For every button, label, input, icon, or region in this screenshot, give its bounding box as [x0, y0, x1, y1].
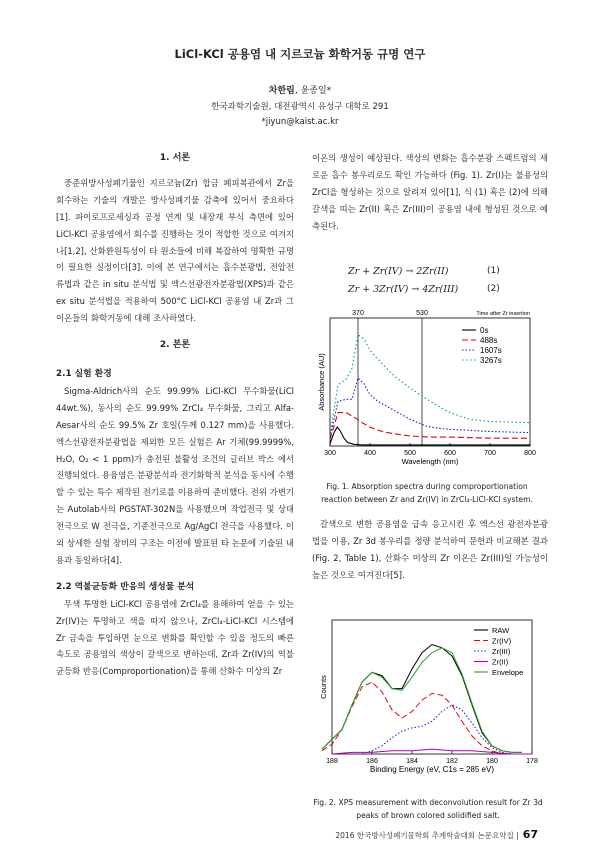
series-line-0s: [330, 427, 530, 445]
x-tick-label: 178: [526, 758, 538, 765]
series-line-488s: [330, 413, 530, 440]
figure-2-xps-chart: [312, 614, 544, 790]
right-mid-paragraph: 갈색으로 변한 공용염을 급속 응고시킨 후 엑스선 광전자분광법을 이용, Zr 3d 봉우리를 정량 분석하여 문헌과 비교해본 결과(Fig. 2, Table 1), 산화수 미상의 Zr 이온은 Zr(III)일 가능성이 높은 것으로 여겨진다[5].: [312, 519, 548, 580]
series-line-zr-ii-: [332, 749, 532, 754]
y-axis-label: Counts: [319, 675, 328, 699]
series-line-zr-iii-: [362, 705, 512, 754]
series-line-zr-iv-: [322, 682, 502, 754]
x-tick-label: 184: [406, 758, 418, 765]
x-tick-label: 182: [446, 758, 458, 765]
authors: [0, 83, 600, 96]
right-top-paragraph: 이온의 생성이 예상된다. 색상의 변화는 흡수분광 스펙트럼의 새로운 흡수 봉우리로도 확인 가능하다 (Fig. 1). Zr(I)는 불용성의 ZrCl을 형성하는 것으로 알려져 있어[1], 식 (1) 혹은 (2)에 의해 갈색을 띠는 Zr(II) 혹은 Zr(III)이 공용염 내에 형성된 것으로 예측된다.: [312, 153, 548, 231]
legend-label: 488s: [480, 336, 498, 345]
figure-1-absorption-chart: [312, 306, 544, 474]
legend-label: Envelope: [492, 668, 524, 677]
legend-label: Zr(IV): [492, 636, 512, 646]
figure-2-caption: Fig. 2. XPS measurement with deconvolution result for Zr 3d peaks of brown colored solidified salt.: [313, 798, 543, 820]
equation-2: Zr + 3Zr(IV) → 4Zr(III): [348, 284, 459, 295]
email: *jiyun@kaist.ac.kr: [261, 117, 339, 127]
x-tick-label: 800: [524, 450, 536, 457]
footer-text: 2016 한국방사성폐기물학회 추계학술대회 논문요약집: [335, 831, 514, 840]
paper-title: LiCl-KCl 공용염 내 지르코늄 화학거동 규명 연구: [174, 47, 426, 61]
x-tick-label: 500: [404, 450, 416, 457]
marker-label: 370: [352, 310, 364, 317]
co-author: , 윤종일*: [294, 86, 332, 96]
x-tick-label: 186: [366, 758, 378, 765]
affiliation: 한국과학기술원, 대전광역시 유성구 대학로 291: [211, 102, 389, 112]
equation-2-number: (2): [487, 284, 500, 294]
body-heading: 2. 본론: [159, 340, 191, 351]
page-footer: 2016 한국방사성폐기물학회 추계학술대회 논문요약집 | 67: [335, 828, 538, 841]
legend-label: Zr(II): [492, 657, 509, 667]
left-column: [56, 150, 294, 680]
intro-paragraph: 중준위방사성폐기물인 지르코늄(Zr) 합금 폐피복관에서 Zr을 회수하는 기술의 개발은 방사성폐기물 감축에 있어서 중요하다[1]. 파이로프로세싱과 공정 연계 및 내장재 부식 측면에 있어 LiCl-KCl 공용염에서 회수를 진행하는 것이 적합한 것으로 여겨지나[1,2], 산화환원특성이 타 원소들에 비해 복잡하여 명확한 규명이 필요한 실정이다[3]. 이에 본 연구에서는 흡수분광법, 전압전류법과 같은 in situ 분석법 및 엑스선광전자분광법(XPS)과 같은 ex situ 분석법을 적용하여 500°C LiCl-KCl 공용염 내 Zr과 그 이온들의 화학거동에 대해 조사하였다.: [56, 177, 294, 324]
time-annotation: Time after Zr insertion: [476, 311, 530, 317]
x-tick-label: 400: [364, 450, 376, 457]
exp-heading: 2.1 실험 환경: [56, 368, 112, 379]
x-tick-label: 188: [326, 758, 338, 765]
legend-label: 3267s: [480, 356, 502, 365]
legend-label: Zr(III): [492, 647, 511, 656]
right-mid-text: [312, 516, 548, 584]
page-number: 67: [522, 828, 538, 841]
right-top-text: [312, 150, 548, 235]
y-axis-label: Absorbance (AU): [317, 353, 326, 411]
x-tick-label: 600: [444, 450, 456, 457]
equation-1-number: (1): [487, 266, 500, 276]
comp-heading: 2.2 역불균등화 반응의 생성물 분석: [56, 581, 195, 592]
legend-label: RAW: [492, 626, 510, 635]
intro-heading: 1. 서론: [159, 153, 191, 163]
marker-label: 530: [416, 310, 428, 317]
exp-paragraph: Sigma-Aldrich사의 순도 99.99% LiCl-KCl 무수화물(LiCl 44wt.%), 동사의 순도 99.99% ZrCl₄ 무수화물, 그리고 Alfa-Aesar사의 순도 99.5% Zr 호일(두께 0.127 mm)을 사용했다. 엑스선광전자분광법을 제외한 모든 실험은 Ar 기체(99.9999%, H₂O, O₂ < 1 ppm)가 충전된 불활성 조건의 글러브 박스 에서 진행되었다. 용융염은 분광분석과 전기화학적 분석을 동시에 수행할 수 있는 특수 제작된 전기로를 이용하여 준비했다. 전위 가변기는 Autolab사의 PGSTAT-302N을 사용했으며 작업전극 및 상대전극으로 W 전극을, 기준전극으로 Ag/AgCl 전극을 사용했다. 이외 상세한 실험 장비의 구조는 이전에 발표된 타 논문에 기술된 내용과 동일하다[4].: [56, 385, 294, 565]
x-axis-label: Wavelength (nm): [401, 457, 459, 466]
figure-1-caption: Fig. 1. Absorption spectra during comproportionation reaction between Zr and Zr(IV) in ZrCl₄-LiCl-KCl system.: [321, 482, 533, 504]
x-tick-label: 700: [484, 450, 496, 457]
comp-paragraph: 무색 투명한 LiCl-KCl 공용염에 ZrCl₄를 용해하여 얻을 수 있는 Zr(IV)는 투명하고 색을 띠지 않으나, ZrCl₄-LiCl-KCl 시스템에 Zr 금속을 투입하면 눈으로 변화를 확인할 수 있을 정도의 빠른 속도로 공용염의 색상이 갈색으로 변하는데, Zr과 Zr(IV)의 역불균등화 반응(Comproportionation)을 통해 산화수 미상의 Zr: [56, 598, 294, 677]
equation-1: Zr + Zr(IV) → 2Zr(II): [348, 266, 449, 277]
first-author: 차한림: [268, 86, 295, 96]
legend-label: 1607s: [480, 346, 502, 355]
series-line-1607s: [330, 378, 530, 437]
x-tick-label: 300: [324, 450, 336, 457]
x-tick-label: 180: [486, 758, 498, 765]
x-axis-label: Binding Energy (eV, C1s = 285 eV): [369, 765, 495, 774]
legend-label: 0s: [480, 326, 489, 335]
